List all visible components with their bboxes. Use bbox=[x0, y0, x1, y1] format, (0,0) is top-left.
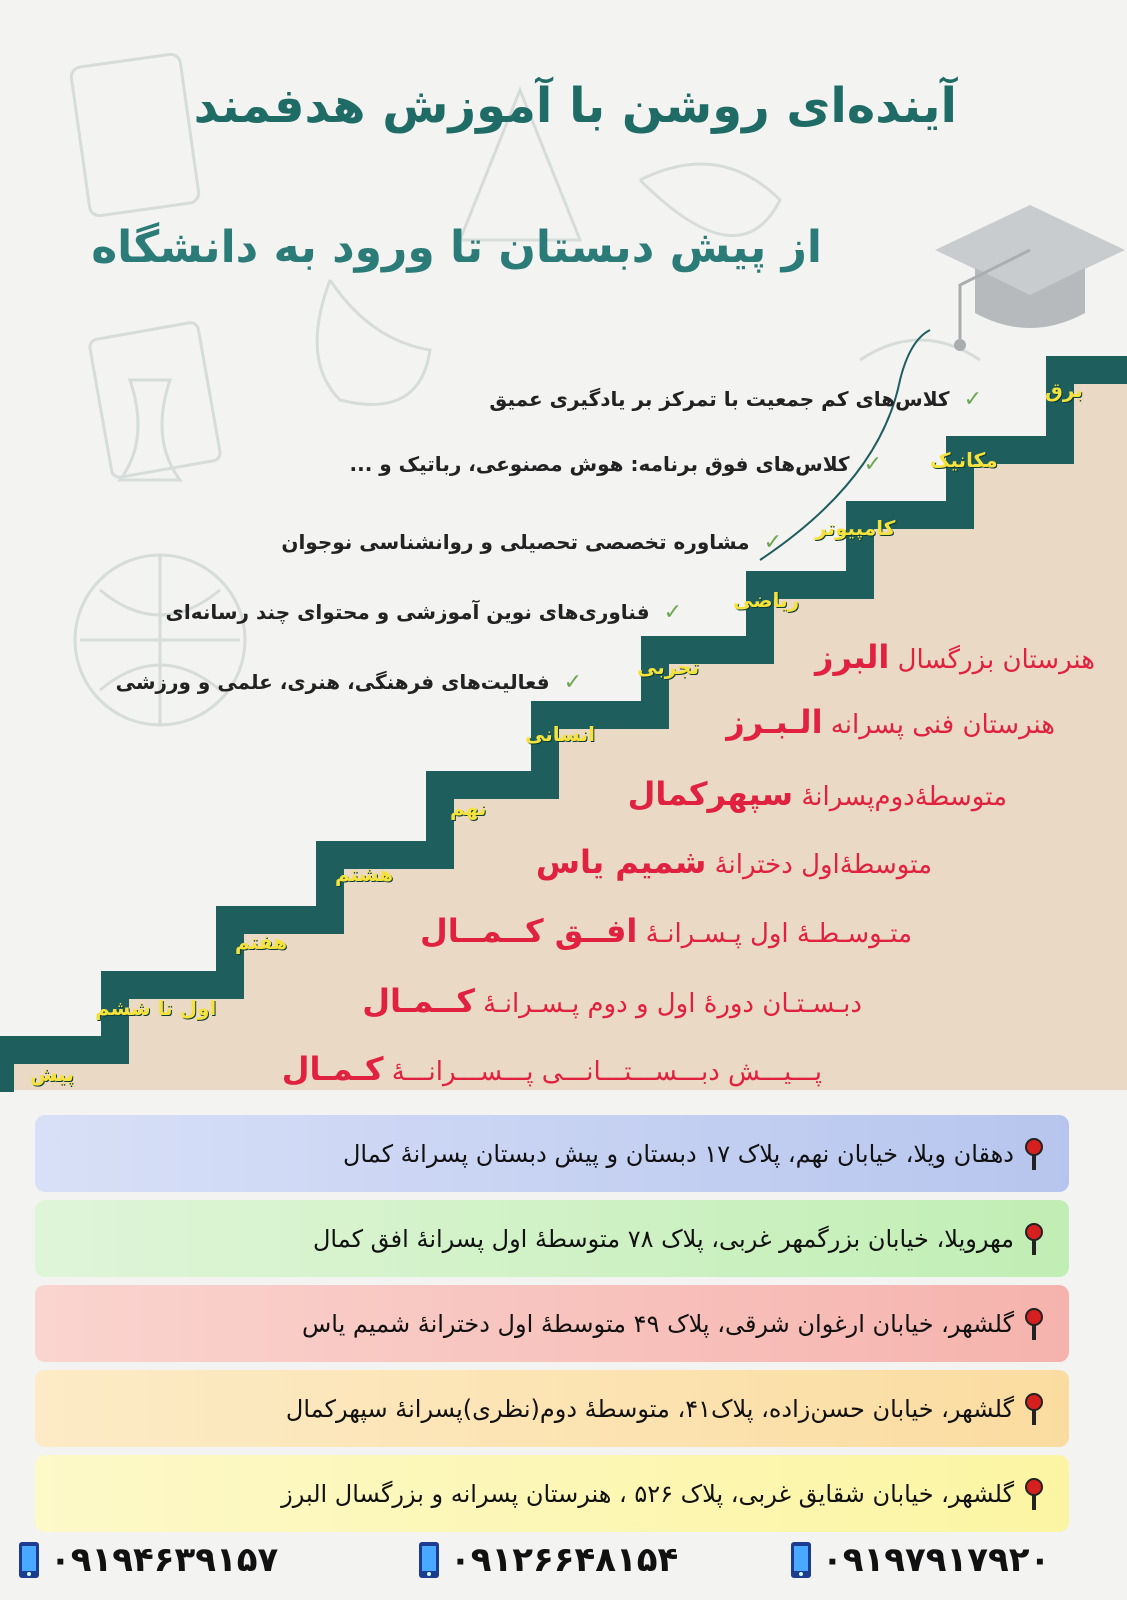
check-icon: ✓ bbox=[663, 600, 682, 625]
check-icon: ✓ bbox=[563, 670, 582, 695]
step-label: هشتم bbox=[335, 862, 394, 886]
step-label: پیش bbox=[30, 1062, 74, 1086]
step-label: ریاضی bbox=[733, 588, 800, 612]
step-label: تجربی bbox=[637, 655, 700, 679]
graduation-cap-icon bbox=[935, 205, 1125, 351]
check-icon: ✓ bbox=[863, 452, 882, 477]
feature-item: ✓کلاس‌های فوق برنامه: هوش مصنوعی، رباتیک و ... bbox=[349, 452, 882, 477]
step-label: نهم bbox=[450, 796, 487, 820]
step-label: مکانیک bbox=[930, 448, 998, 472]
feature-item: ✓فعالیت‌های فرهنگی، هنری، علمی و ورزشی bbox=[115, 670, 582, 695]
address-box: گلشهر، خیابان ارغوان شرقی، پلاک ۴۹ متوسطۀ اول دخترانۀ شمیم یاس bbox=[35, 1285, 1069, 1362]
school-name: هنرستان فنی پسرانه الـبـرز bbox=[726, 703, 1055, 741]
feature-item: ✓مشاوره تخصصی تحصیلی و روانشناسی نوجوان bbox=[281, 530, 782, 555]
step-label: انسانی bbox=[525, 722, 595, 746]
check-icon: ✓ bbox=[963, 387, 982, 412]
address-box: دهقان ویلا، خیابان نهم، پلاک ۱۷ دبستان و پیش دبستان پسرانۀ کمال bbox=[35, 1115, 1069, 1192]
school-name: متوسطۀ‌اول دخترانۀ شمیم یاس bbox=[535, 843, 932, 881]
phone-number[interactable]: ۰۹۱۹۴۶۳۹۱۵۷ bbox=[18, 1540, 278, 1580]
check-icon: ✓ bbox=[763, 530, 782, 555]
phone-number[interactable]: ۰۹۱۹۷۹۱۷۹۲۰ bbox=[790, 1540, 1050, 1580]
feature-item: ✓کلاس‌های کم جمعیت با تمرکز بر یادگیری عمیق bbox=[489, 387, 982, 412]
phone-icon bbox=[418, 1541, 440, 1579]
pin-icon bbox=[1021, 1477, 1047, 1511]
pin-icon bbox=[1021, 1222, 1047, 1256]
school-name: پـــیـــش دبـــســـتـــانـــی پـــســـرانـــۀ کـمـال bbox=[281, 1050, 822, 1088]
pin-icon bbox=[1021, 1137, 1047, 1171]
pin-icon bbox=[1021, 1307, 1047, 1341]
school-name: متـوسـطـۀ اول پـسـرانـۀ افــق کــمــال bbox=[420, 912, 912, 950]
step-label: اول تا ششم bbox=[95, 996, 217, 1020]
feature-item: ✓فناوری‌های نوین آموزشی و محتوای چند رسانه‌ای bbox=[165, 600, 682, 625]
phone-icon bbox=[790, 1541, 812, 1579]
step-label: کامپیوتر bbox=[815, 516, 896, 540]
address-box: گلشهر، خیابان شقایق غربی، پلاک ۵۲۶ ، هنرستان پسرانه و بزرگسال البرز bbox=[35, 1455, 1069, 1532]
address-box: گلشهر، خیابان حسن‌زاده، پلاک۴۱، متوسطۀ دوم(نظری)پسرانۀ سپهرکمال bbox=[35, 1370, 1069, 1447]
step-label: برق bbox=[1045, 378, 1083, 402]
page-subtitle: از پیش دبستان تا ورود به دانشگاه bbox=[91, 222, 822, 273]
school-name: هنرستان بزرگسال البرز bbox=[815, 638, 1095, 676]
phone-number[interactable]: ۰۹۱۲۶۶۴۸۱۵۴ bbox=[418, 1540, 678, 1580]
school-name: متوسطۀ‌دوم‌پسرانۀ سپهرکمال bbox=[627, 775, 1007, 813]
pin-icon bbox=[1021, 1392, 1047, 1426]
school-name: دبـسـتـان دورۀ اول و دوم پـسـرانـۀ کــمـال bbox=[362, 982, 862, 1020]
step-label: هفتم bbox=[235, 930, 288, 954]
phone-icon bbox=[18, 1541, 40, 1579]
page-title: آینده‌ای روشن با آموزش هدفمند bbox=[193, 78, 957, 134]
address-box: مهرویلا، خیابان بزرگمهر غربی، پلاک ۷۸ متوسطۀ اول پسرانۀ افق کمال bbox=[35, 1200, 1069, 1277]
